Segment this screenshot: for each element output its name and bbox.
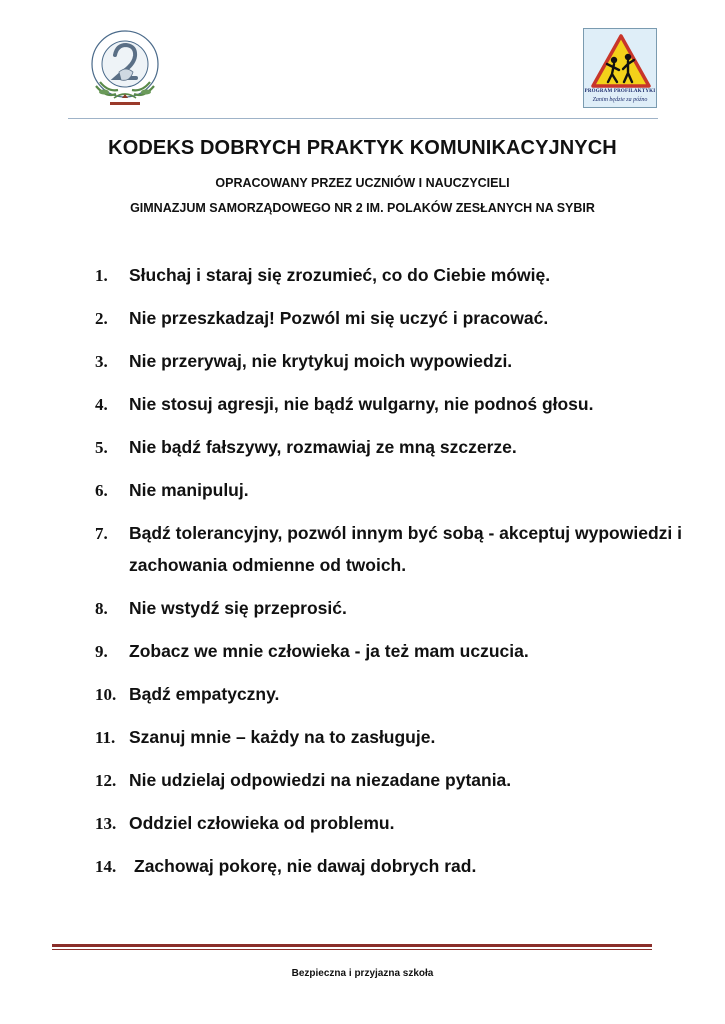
- program-motto-label: Zanim będzie za późno: [592, 97, 648, 103]
- list-item-number: 13.: [95, 814, 117, 833]
- list-item-text: Zachowaj pokorę, nie dawaj dobrych rad.: [134, 856, 477, 876]
- list-item-number: 11.: [95, 728, 116, 747]
- page-title: KODEKS DOBRYCH PRAKTYK KOMUNIKACYJNYCH: [108, 137, 617, 159]
- list-item-number: 1.: [95, 266, 108, 285]
- list-item-text: Nie przeszkadzaj! Pozwól mi się uczyć i pracować.: [129, 308, 549, 328]
- footer-divider-thin: [52, 949, 652, 950]
- list-item: [95, 767, 695, 796]
- list-item: [95, 853, 695, 882]
- list-item: [95, 724, 695, 753]
- school-crest-icon: [86, 28, 164, 120]
- list-item-text: Słuchaj i staraj się zrozumieć, co do Ciebie mówię.: [129, 265, 551, 285]
- list-item: [95, 520, 695, 581]
- footer-text: Bezpieczna i przyjazna szkoła: [291, 968, 434, 979]
- list-item-text: Oddziel człowieka od problemu.: [129, 813, 395, 833]
- list-item-number: 6.: [95, 481, 108, 500]
- list-item: [95, 434, 695, 463]
- list-item: [95, 810, 695, 839]
- header-divider: [68, 118, 658, 119]
- list-item-number: 7.: [95, 524, 108, 543]
- program-name-label: PROGRAM PROFILAKTYKI: [584, 89, 656, 94]
- footer-divider-thick: [52, 944, 652, 947]
- list-item-text: Bądź tolerancyjny, pozwól innym być sobą - akceptuj wypowiedzi i zachowania odmienne od twoich.: [129, 523, 682, 575]
- list-item: [95, 595, 695, 624]
- list-item-number: 4.: [95, 395, 108, 414]
- prevention-program-logo: [583, 28, 657, 108]
- rules-list: [95, 262, 695, 896]
- list-item-number: 5.: [95, 438, 108, 457]
- list-item: [95, 638, 695, 667]
- list-item-number: 12.: [95, 771, 117, 790]
- list-item-number: 10.: [95, 685, 117, 704]
- list-item-text: Nie przerywaj, nie krytykuj moich wypowiedzi.: [129, 351, 513, 371]
- list-item: [95, 305, 695, 334]
- list-item: [95, 477, 695, 506]
- page-subtitle-school: GIMNAZJUM SAMORZĄDOWEGO NR 2 IM. POLAKÓW ZESŁANYCH NA SYBIR: [130, 201, 595, 215]
- list-item: [95, 681, 695, 710]
- page-subtitle-authors: OPRACOWANY PRZEZ UCZNIÓW I NAUCZYCIELI: [215, 176, 510, 190]
- warning-sign-icon: [590, 33, 652, 89]
- list-item-text: Szanuj mnie – każdy na to zasługuje.: [129, 727, 436, 747]
- list-item-text: Zobacz we mnie człowieka - ja też mam uczucia.: [129, 641, 529, 661]
- list-item-text: Nie stosuj agresji, nie bądź wulgarny, nie podnoś głosu.: [129, 394, 594, 414]
- list-item-number: 9.: [95, 642, 108, 661]
- list-item-text: Nie bądź fałszywy, rozmawiaj ze mną szczerze.: [129, 437, 517, 457]
- list-item: [95, 348, 695, 377]
- list-item: [95, 262, 695, 291]
- list-item-number: 3.: [95, 352, 108, 371]
- list-item-text: Bądź empatyczny.: [129, 684, 280, 704]
- list-item: [95, 391, 695, 420]
- list-item-number: 14.: [95, 857, 117, 876]
- list-item-number: 2.: [95, 309, 108, 328]
- list-item-number: 8.: [95, 599, 108, 618]
- list-item-text: Nie udzielaj odpowiedzi na niezadane pytania.: [129, 770, 512, 790]
- list-item-text: Nie wstydź się przeprosić.: [129, 598, 347, 618]
- list-item-text: Nie manipuluj.: [129, 480, 249, 500]
